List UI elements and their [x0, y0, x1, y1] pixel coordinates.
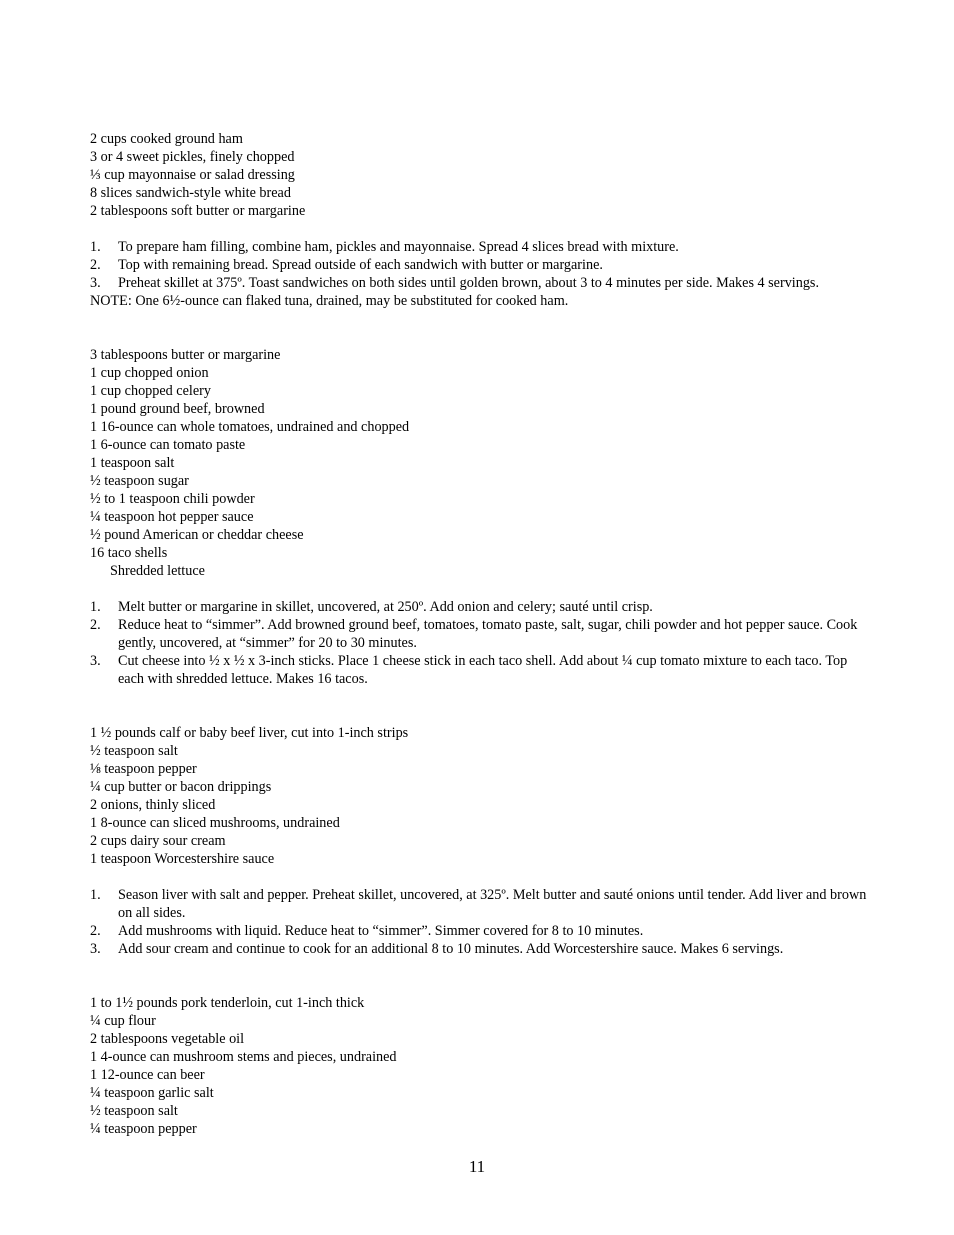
instruction-step: 1. To prepare ham filling, combine ham, pickles and mayonnaise. Spread 4 slices bread with mixture. [90, 239, 679, 255]
instruction-step: 1. Season liver with salt and pepper. Preheat skillet, uncovered, at 325º. Melt butter and sauté onions until tender. Add liver and brown on all sides. [90, 887, 867, 921]
recipe-pork-tenderloin [90, 994, 870, 1138]
instruction-step: 3. Cut cheese into ½ x ½ x 3-inch sticks. Place 1 cheese stick in each taco shell. Add about ¼ cup tomato mixture to each taco. Top each with shredded lettuce. Makes 16 tacos. [90, 653, 848, 687]
ingredient-line: 1 12-ounce can beer [90, 1067, 205, 1083]
instruction-step: 3. Preheat skillet at 375º. Toast sandwiches on both sides until golden brown, about 3 to 4 minutes per side. Makes 4 servings. [90, 275, 819, 291]
ingredient-line: 1 pound ground beef, browned [90, 401, 265, 417]
instructions-list [90, 598, 870, 688]
instructions-list [90, 238, 870, 292]
ingredient-line: 1 8-ounce can sliced mushrooms, undrained [90, 815, 340, 831]
ingredient-line: 3 or 4 sweet pickles, finely chopped [90, 149, 295, 165]
ingredient-line: 2 tablespoons soft butter or margarine [90, 203, 306, 219]
ingredient-line: ¼ teaspoon hot pepper sauce [90, 509, 254, 525]
ingredient-line: ⅓ cup mayonnaise or salad dressing [90, 167, 295, 183]
recipe-tacos [90, 346, 870, 688]
instruction-step: 2. Add mushrooms with liquid. Reduce heat to “simmer”. Simmer covered for 8 to 10 minutes. [90, 923, 644, 939]
ingredient-line: ½ pound American or cheddar cheese [90, 527, 304, 543]
ingredient-line: 1 6-ounce can tomato paste [90, 437, 246, 453]
recipe-ham-sandwich [90, 130, 870, 310]
ingredient-line: 1 to 1½ pounds pork tenderloin, cut 1-inch thick [90, 995, 365, 1011]
ingredient-line: ¼ teaspoon pepper [90, 1121, 197, 1137]
ingredient-line: 2 onions, thinly sliced [90, 797, 216, 813]
recipe-note: NOTE: One 6½-ounce can flaked tuna, drained, may be substituted for cooked ham. [90, 293, 569, 309]
ingredient-line: ⅛ teaspoon pepper [90, 761, 197, 777]
ingredient-line: 3 tablespoons butter or margarine [90, 347, 281, 363]
ingredient-line: 1 cup chopped onion [90, 365, 209, 381]
instruction-step: 2. Reduce heat to “simmer”. Add browned ground beef, tomatoes, tomato paste, salt, sugar, chili powder and hot pepper sauce. Cook gently, uncovered, at “simmer” for 20 to 30 minutes. [90, 617, 858, 651]
ingredient-line: 1 teaspoon Worcestershire sauce [90, 851, 275, 867]
recipe-liver [90, 724, 870, 958]
ingredient-line: 1 4-ounce can mushroom stems and pieces, undrained [90, 1049, 397, 1065]
page-number: 11 [468, 1157, 486, 1176]
ingredient-line: ½ to 1 teaspoon chili powder [90, 491, 255, 507]
ingredient-line: ½ teaspoon sugar [90, 473, 189, 489]
ingredient-line: ¼ cup butter or bacon drippings [90, 779, 272, 795]
ingredient-line: Shredded lettuce [110, 563, 205, 579]
instruction-step: 3. Add sour cream and continue to cook for an additional 8 to 10 minutes. Add Worcestershire sauce. Makes 6 servings. [90, 941, 784, 957]
ingredient-line: 2 cups cooked ground ham [90, 131, 243, 147]
ingredient-line: 1 ½ pounds calf or baby beef liver, cut into 1-inch strips [90, 725, 409, 741]
ingredient-line: 1 cup chopped celery [90, 383, 211, 399]
ingredient-line: ½ teaspoon salt [90, 1103, 178, 1119]
ingredient-line: 1 teaspoon salt [90, 455, 175, 471]
ingredient-line: 2 tablespoons vegetable oil [90, 1031, 245, 1047]
ingredient-line: ½ teaspoon salt [90, 743, 178, 759]
ingredient-line: 16 taco shells [90, 545, 168, 561]
instruction-step: 2. Top with remaining bread. Spread outside of each sandwich with butter or margarine. [90, 257, 603, 273]
ingredient-line: 2 cups dairy sour cream [90, 833, 226, 849]
instructions-list [90, 886, 870, 958]
recipe-page [90, 130, 870, 1138]
instruction-step: 1. Melt butter or margarine in skillet, uncovered, at 250º. Add onion and celery; sauté until crisp. [90, 599, 653, 615]
ingredient-line: 1 16-ounce can whole tomatoes, undrained and chopped [90, 419, 410, 435]
ingredient-line: ¼ teaspoon garlic salt [90, 1085, 214, 1101]
ingredient-line: 8 slices sandwich-style white bread [90, 185, 291, 201]
ingredient-line: ¼ cup flour [90, 1013, 156, 1029]
